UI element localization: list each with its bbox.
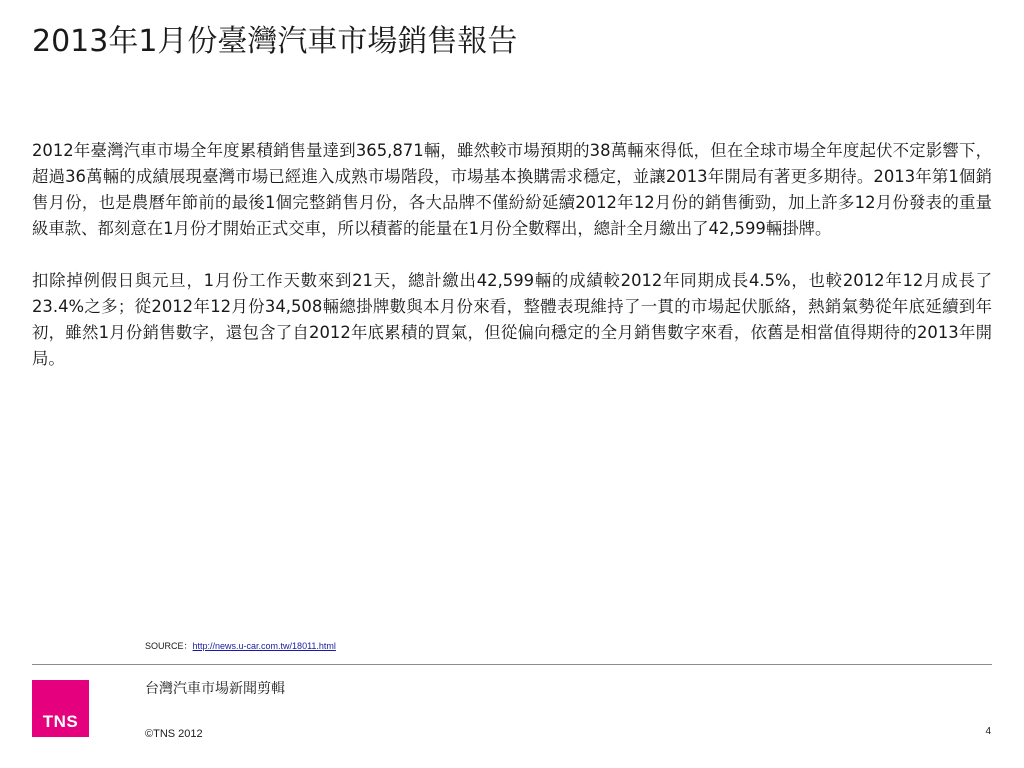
footer-divider [32, 664, 992, 665]
paragraph-annual-summary: 2012年臺灣汽車市場全年度累積銷售量達到365,871輛，雖然較市場預期的38萬輛來得低，但在全球市場全年度起伏不定影響下，超過36萬輛的成績展現臺灣市場已經進入成熟市場階段，市場基本換購需求穩定，並讓2013年開局有著更多期待。2013年第1個銷售月份，也是農曆年節前的最後1個完整銷售月份，各大品牌不僅紛紛延續2012年12月份的銷售衝勁，加上許多12月份發表的重量級車款、都刻意在1月份才開始正式交車，所以積蓄的能量在1月份全數釋出，總計全月繳出了42,599輛掛牌。 [32, 141, 992, 238]
paragraph-january-results: 扣除掉例假日與元旦，1月份工作天數來到21天，總計繳出42,599輛的成績較2012年同期成長4.5%，也較2012年12月成長了23.4%之多；從2012年12月份34,508輛總掛牌數與本月份來看，整體表現維持了一貫的市場起伏脈絡，熱銷氣勢從年底延續到年初，雖然1月份銷售數字，還包含了自2012年底累積的買氣，但從偏向穩定的全月銷售數字來看，依舊是相當值得期待的2013年開局。 [32, 271, 992, 368]
copyright: ©TNS 2012 [145, 728, 203, 740]
body-text [32, 138, 992, 398]
tns-logo [32, 680, 89, 737]
source-link[interactable]: http://news.u-car.com.tw/18011.html [192, 641, 336, 651]
footer-caption: 台灣汽車市場新聞剪輯 [145, 681, 285, 697]
source-note [145, 640, 336, 652]
slide-title: 2013年1月份臺灣汽車市場銷售報告 [32, 24, 518, 59]
source-label: SOURCE： [145, 641, 193, 651]
page-number: 4 [985, 726, 991, 737]
tns-logo-text: TNS [42, 712, 79, 731]
